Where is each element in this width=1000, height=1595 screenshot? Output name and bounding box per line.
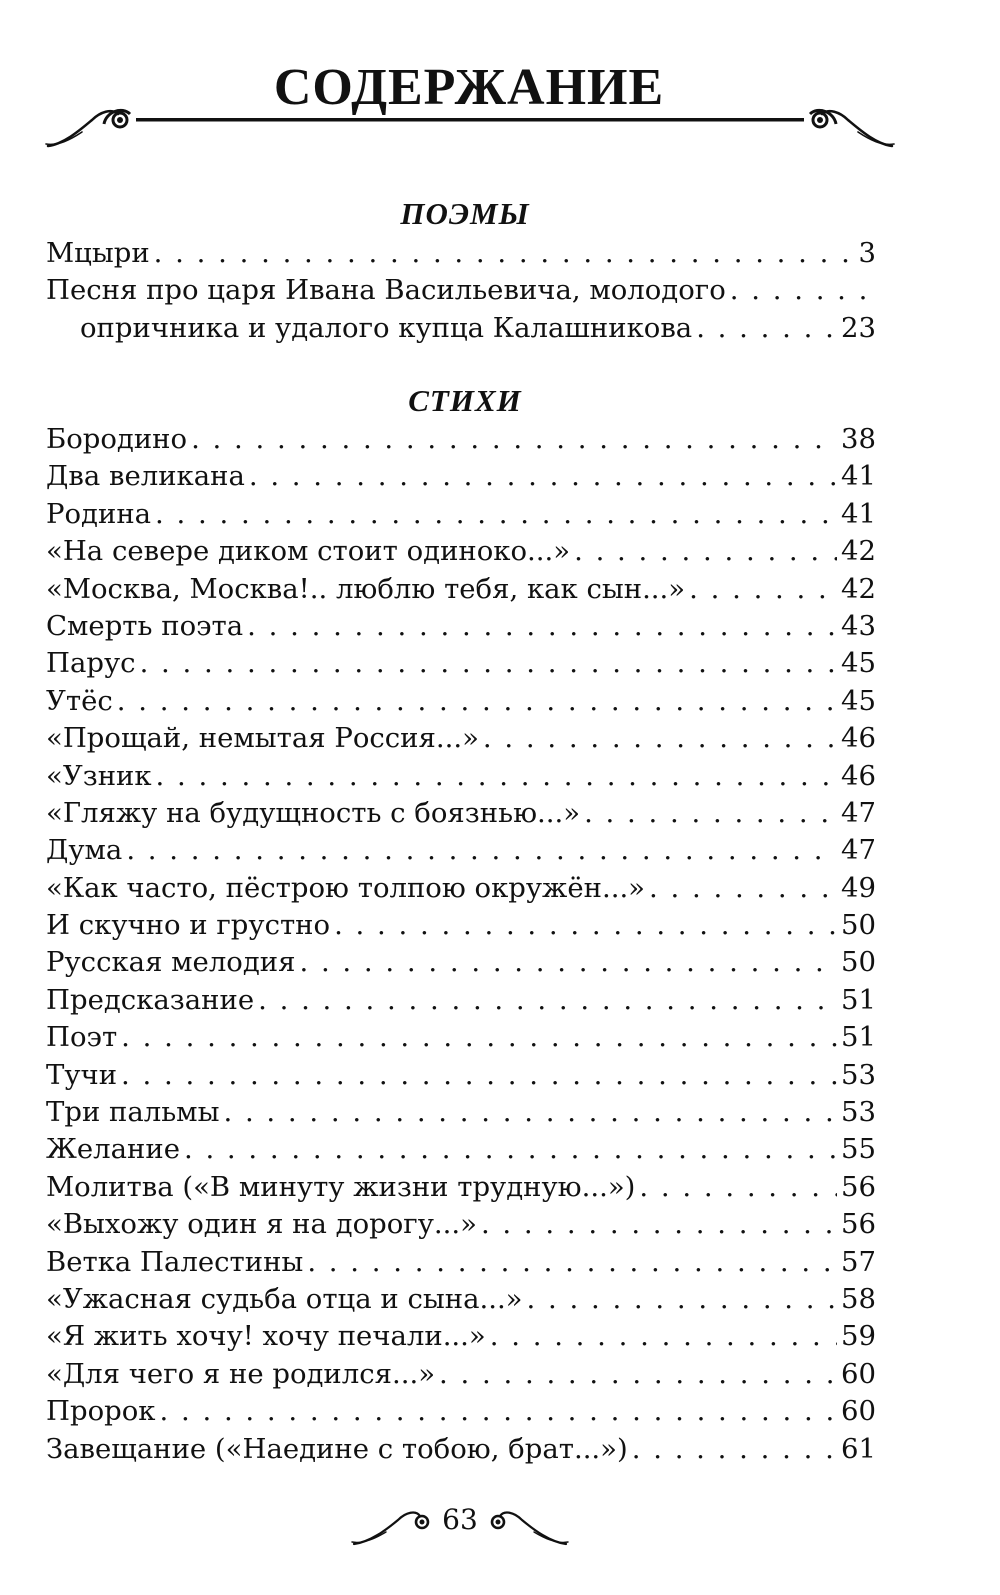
toc-entry[interactable]: [46, 795, 876, 832]
toc-entry-title: «Для чего я не родился...»: [46, 1357, 436, 1390]
toc-entry[interactable]: [46, 1393, 876, 1430]
toc-entry[interactable]: [46, 907, 876, 944]
toc-entry-title: Ветка Палестины: [46, 1245, 304, 1278]
dot-leader: [730, 272, 876, 309]
toc-entry[interactable]: [46, 832, 876, 869]
toc-entry[interactable]: [46, 758, 876, 795]
toc-entry-title: Смерть поэта: [46, 609, 244, 642]
toc-entry[interactable]: [46, 1431, 876, 1468]
dot-leader: [439, 1356, 837, 1393]
dot-leader: [121, 1019, 837, 1056]
toc-entry-title: «Узник: [46, 759, 152, 792]
dot-leader: [649, 870, 837, 907]
toc-entry-page: 42: [841, 535, 876, 568]
dot-leader: [307, 1244, 837, 1281]
toc-entry-page: 3: [858, 237, 876, 269]
toc-entry[interactable]: [46, 1356, 876, 1393]
toc-entry-title: Русская мелодия: [46, 946, 296, 979]
dot-leader: [126, 832, 837, 869]
dot-leader: [299, 944, 837, 981]
toc-entry[interactable]: [46, 496, 876, 533]
toc-entry-title: И скучно и грустно: [46, 909, 331, 942]
toc-entry-page: 47: [841, 796, 876, 829]
toc-entry-title: Пророк: [46, 1395, 156, 1428]
dot-leader: [121, 1057, 837, 1094]
toc-entry[interactable]: [46, 683, 876, 720]
toc-entry-title: Два великана: [46, 460, 245, 493]
toc-entry-title: «Выхожу один я на дорогу...»: [46, 1208, 477, 1241]
dot-leader: [632, 1431, 837, 1468]
toc-entry-title: Молитва («В минуту жизни трудную...»): [46, 1170, 636, 1203]
toc-entry[interactable]: [46, 571, 876, 608]
toc-entry-page: 56: [841, 1208, 876, 1241]
toc-entry-title: Завещание («Наедине с тобою, брат...»): [46, 1432, 628, 1465]
toc-entry-page: 53: [841, 1096, 876, 1129]
section-heading-verses: СТИХИ: [408, 383, 522, 418]
toc-entry[interactable]: [46, 235, 876, 272]
toc-entry-page: 49: [841, 871, 876, 904]
toc-entry-page: 46: [841, 722, 876, 755]
dot-leader: [154, 235, 855, 272]
toc-entry-title: Песня про царя Ивана Васильевича, молодого: [46, 274, 726, 307]
toc-entry[interactable]: [46, 421, 876, 458]
toc-entry-page: 56: [841, 1170, 876, 1203]
dot-leader: [639, 1169, 837, 1206]
toc-entry-title: Предсказание: [46, 983, 255, 1016]
toc-entry-page: 51: [841, 983, 876, 1016]
dot-leader: [249, 458, 837, 495]
dot-leader: [247, 608, 837, 645]
toc-entry-page: 55: [841, 1133, 876, 1166]
toc-list-poems: [46, 235, 876, 347]
toc-entry-title: «Как часто, пёстрою толпою окружён...»: [46, 871, 646, 904]
toc-entry-page: 23: [841, 311, 876, 344]
dot-leader: [223, 1094, 837, 1131]
toc-entry-title: «Я жить хочу! хочу печали...»: [46, 1320, 486, 1353]
toc-entry-page: 60: [841, 1357, 876, 1390]
toc-entry[interactable]: [46, 1318, 876, 1355]
page-footer: [340, 1490, 600, 1560]
toc-entry-title: Желание: [46, 1133, 180, 1166]
toc-entry-page: 41: [841, 497, 876, 530]
toc-entry-title: Дума: [46, 834, 123, 867]
dot-leader: [481, 1206, 837, 1243]
toc-list-verses: [46, 421, 876, 1468]
toc-entry[interactable]: [46, 1131, 876, 1168]
toc-entry-page: 57: [841, 1245, 876, 1278]
dot-leader: [191, 421, 837, 458]
toc-entry[interactable]: [46, 608, 876, 645]
toc-entry-title-cont: опричника и удалого купца Калашникова: [80, 311, 693, 344]
toc-entry[interactable]: [46, 645, 876, 682]
toc-entry-page: 53: [841, 1058, 876, 1091]
toc-entry-title: Бородино: [46, 423, 188, 455]
toc-entry[interactable]: [46, 982, 876, 1019]
toc-entry-page: 38: [841, 423, 876, 455]
toc-entry-continuation[interactable]: [46, 310, 876, 347]
page-title: СОДЕРЖАНИЕ: [273, 59, 665, 116]
toc-entry-page: 47: [841, 834, 876, 867]
toc-entry-page: 46: [841, 759, 876, 792]
toc-entry[interactable]: [46, 944, 876, 981]
toc-entry[interactable]: [46, 1094, 876, 1131]
toc-entry-title: «Ужасная судьба отца и сына...»: [46, 1282, 523, 1315]
toc-entry-page: 58: [841, 1282, 876, 1315]
toc-entry-title: Тучи: [46, 1058, 118, 1091]
toc-entry-page: 43: [841, 609, 876, 642]
toc-entry-page: 45: [841, 647, 876, 680]
toc-entry-title: «Москва, Москва!.. люблю тебя, как сын...»: [46, 572, 686, 605]
toc-entry[interactable]: [46, 870, 876, 907]
toc-entry-page: 61: [841, 1432, 876, 1465]
dot-leader: [696, 310, 837, 347]
toc-entry[interactable]: [46, 1281, 876, 1318]
dot-leader: [258, 982, 837, 1019]
dot-leader: [184, 1131, 837, 1168]
dot-leader: [483, 720, 837, 757]
toc-entry[interactable]: [46, 458, 876, 495]
toc-entry-page: 50: [841, 909, 876, 942]
dot-leader: [117, 683, 837, 720]
toc-entry[interactable]: [46, 533, 876, 570]
toc-entry-page: 50: [841, 946, 876, 979]
dot-leader: [527, 1281, 837, 1318]
toc-entry-title: Родина: [46, 497, 152, 530]
toc-entry-page: 41: [841, 460, 876, 493]
toc-entry[interactable]: [46, 1057, 876, 1094]
toc-entry-title: Три пальмы: [46, 1096, 220, 1129]
dot-leader: [334, 907, 837, 944]
toc-entry[interactable]: [46, 720, 876, 757]
toc-entry-page: 42: [841, 572, 876, 605]
toc-entry[interactable]: [46, 1019, 876, 1056]
toc-entry[interactable]: [46, 1169, 876, 1206]
toc-entry-title: Поэт: [46, 1021, 118, 1054]
dot-leader: [689, 571, 837, 608]
toc-entry-title: «Прощай, немытая Россия...»: [46, 722, 479, 755]
toc-entry-title: «Гляжу на будущность с боязнью...»: [46, 796, 581, 829]
toc-entry-title: Утёс: [46, 684, 113, 717]
title-ornament-icon: [40, 94, 900, 154]
toc-entry[interactable]: [46, 1244, 876, 1281]
dot-leader: [160, 1393, 838, 1430]
toc-entry-title: «На севере диком стоит одиноко...»: [46, 535, 571, 568]
section-heading-poems: ПОЭМЫ: [400, 196, 530, 231]
toc-entry[interactable]: [46, 1206, 876, 1243]
toc-entry-title: Парус: [46, 647, 136, 680]
dot-leader: [156, 758, 837, 795]
page-number: 63: [442, 1503, 478, 1536]
toc-entry[interactable]: [46, 272, 876, 309]
toc-entry-title: Мцыри: [46, 237, 150, 269]
dot-leader: [155, 496, 837, 533]
toc-entry-page: 51: [841, 1021, 876, 1054]
dot-leader: [490, 1318, 837, 1355]
toc-entry-page: 59: [841, 1320, 876, 1353]
dot-leader: [140, 645, 837, 682]
dot-leader: [584, 795, 837, 832]
toc-entry-page: 45: [841, 684, 876, 717]
toc-entry-page: 60: [841, 1395, 876, 1428]
dot-leader: [574, 533, 837, 570]
